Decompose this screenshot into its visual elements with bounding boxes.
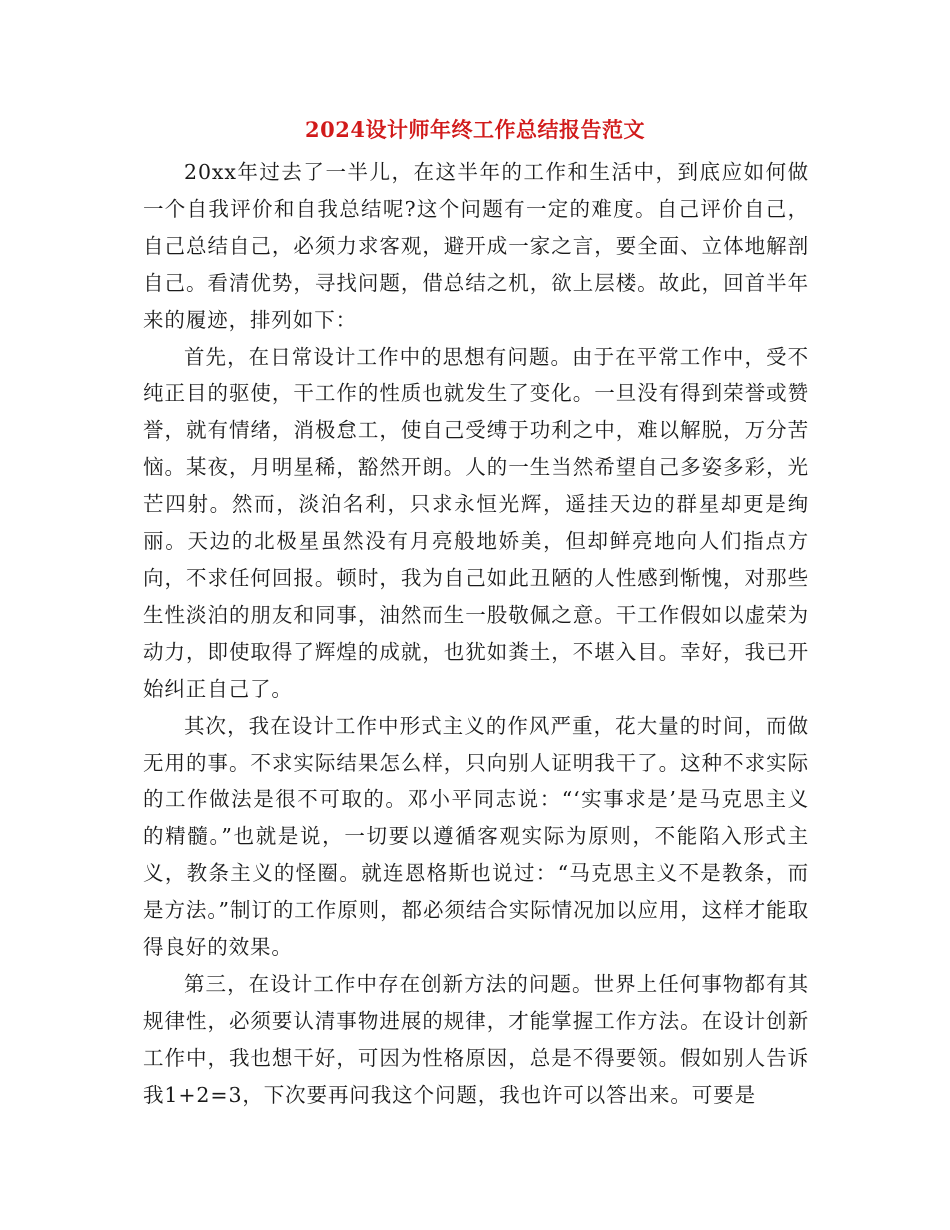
document-body [143,154,809,1114]
paragraph-first: 首先，在日常设计工作中的思想有问题。由于在平常工作中，受不纯正目的驱使，干工作的性质也就发生了变化。一旦没有得到荣誉或赞誉，就有情绪，消极怠工，使自己受缚于功利之中，难以解脱，万分苦恼。某夜，月明星稀，豁然开朗。人的一生当然希望自己多姿多彩，光芒四射。然而，淡泊名利，只求永恒光辉，遥挂天边的群星却更是绚丽。天边的北极星虽然没有月亮般地娇美，但却鲜亮地向人们指点方向，不求任何回报。顿时，我为自己如此丑陋的人性感到惭愧，对那些生性淡泊的朋友和同事，油然而生一股敬佩之意。干工作假如以虚荣为动力，即使取得了辉煌的成就，也犹如粪土，不堪入目。幸好，我已开始纠正自己了。 [143,344,809,701]
paragraph-third: 第三，在设计工作中存在创新方法的问题。世界上任何事物都有其规律性，必须要认清事物进展的规律，才能掌握工作方法。在设计创新工作中，我也想干好，可因为性格原因，总是不得要领。假如别人告诉我1+2=3，下次要再问我这个问题，我也许可以答出来。可要是 [143,971,809,1107]
paragraph-second: 其次，我在设计工作中形式主义的作风严重，花大量的时间，而做无用的事。不求实际结果怎么样，只向别人证明我干了。这种不求实际的工作做法是很不可取的。邓小平同志说：“‘实事求是’是马克思主义的精髓。”也就是说，一切要以遵循客观实际为原则，不能陷入形式主义，教条主义的怪圈。就连恩格斯也说过：“马克思主义不是教条，而是方法。”制订的工作原则，都必须结合实际情况加以应用，这样才能取得良好的效果。 [143,713,809,960]
paragraph-intro: 20xx年过去了一半儿，在这半年的工作和生活中，到底应如何做一个自我评价和自我总结呢?这个问题有一定的难度。自己评价自己，自己总结自己，必须力求客观，避开成一家之言，要全面、立体地解剖自己。看清优势，寻找问题，借总结之机，欲上层楼。故此，回首半年来的履迹，排列如下： [143,160,809,332]
document-title: 2024设计师年终工作总结报告范文 [305,117,645,142]
